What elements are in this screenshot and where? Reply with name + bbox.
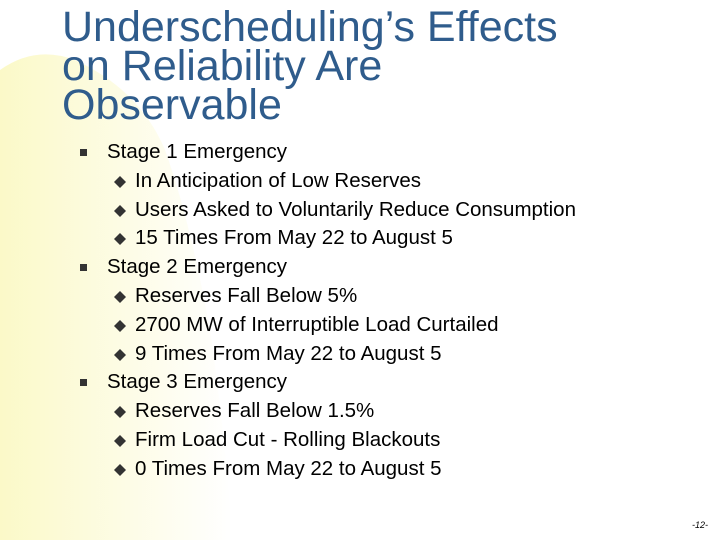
title-line: Observable (62, 81, 282, 129)
diamond-bullet-icon (114, 464, 126, 476)
sub-item (80, 167, 700, 196)
stage-item (80, 138, 700, 167)
sub-item-text: 2700 MW of Interruptible Load Curtailed (135, 312, 499, 336)
bullet-list (80, 138, 700, 484)
title-line: on Reliability Are (62, 42, 383, 90)
sub-item-text: 9 Times From May 22 to August 5 (135, 341, 442, 365)
diamond-bullet-icon (114, 205, 126, 217)
stage-label: Stage 1 Emergency (107, 140, 288, 163)
sub-item-text: 0 Times From May 22 to August 5 (135, 456, 442, 480)
diamond-bullet-icon (114, 406, 126, 418)
diamond-bullet-icon (114, 349, 126, 361)
sub-item-text: Reserves Fall Below 1.5% (135, 399, 375, 423)
square-bullet-icon (80, 264, 87, 271)
diamond-bullet-icon (114, 176, 126, 188)
sub-item-text: Reserves Fall Below 5% (135, 283, 358, 307)
stage-item (80, 368, 700, 397)
sub-item (80, 340, 700, 369)
title-line: Underscheduling’s Effects (62, 3, 558, 51)
page-number: -12- (691, 520, 708, 530)
square-bullet-icon (80, 149, 87, 156)
sub-item (80, 224, 700, 253)
stage-item (80, 253, 700, 282)
stage-label: Stage 2 Emergency (107, 255, 288, 279)
sub-item (80, 282, 700, 311)
sub-item-text: 15 Times From May 22 to August 5 (135, 226, 453, 250)
sub-item (80, 311, 700, 340)
diamond-bullet-icon (114, 233, 126, 245)
diamond-bullet-icon (114, 435, 126, 447)
sub-item-text: Firm Load Cut - Rolling Blackouts (135, 427, 441, 451)
sub-item-text: Users Asked to Voluntarily Reduce Consumption (135, 197, 576, 221)
sub-item (80, 455, 700, 484)
diamond-bullet-icon (114, 291, 126, 303)
diamond-bullet-icon (114, 320, 126, 332)
slide-title (62, 3, 682, 129)
stage-label: Stage 3 Emergency (107, 370, 288, 394)
sub-item (80, 397, 700, 426)
square-bullet-icon (80, 379, 87, 386)
sub-item (80, 196, 700, 225)
sub-item (80, 426, 700, 455)
sub-item-text: In Anticipation of Low Reserves (135, 168, 422, 192)
